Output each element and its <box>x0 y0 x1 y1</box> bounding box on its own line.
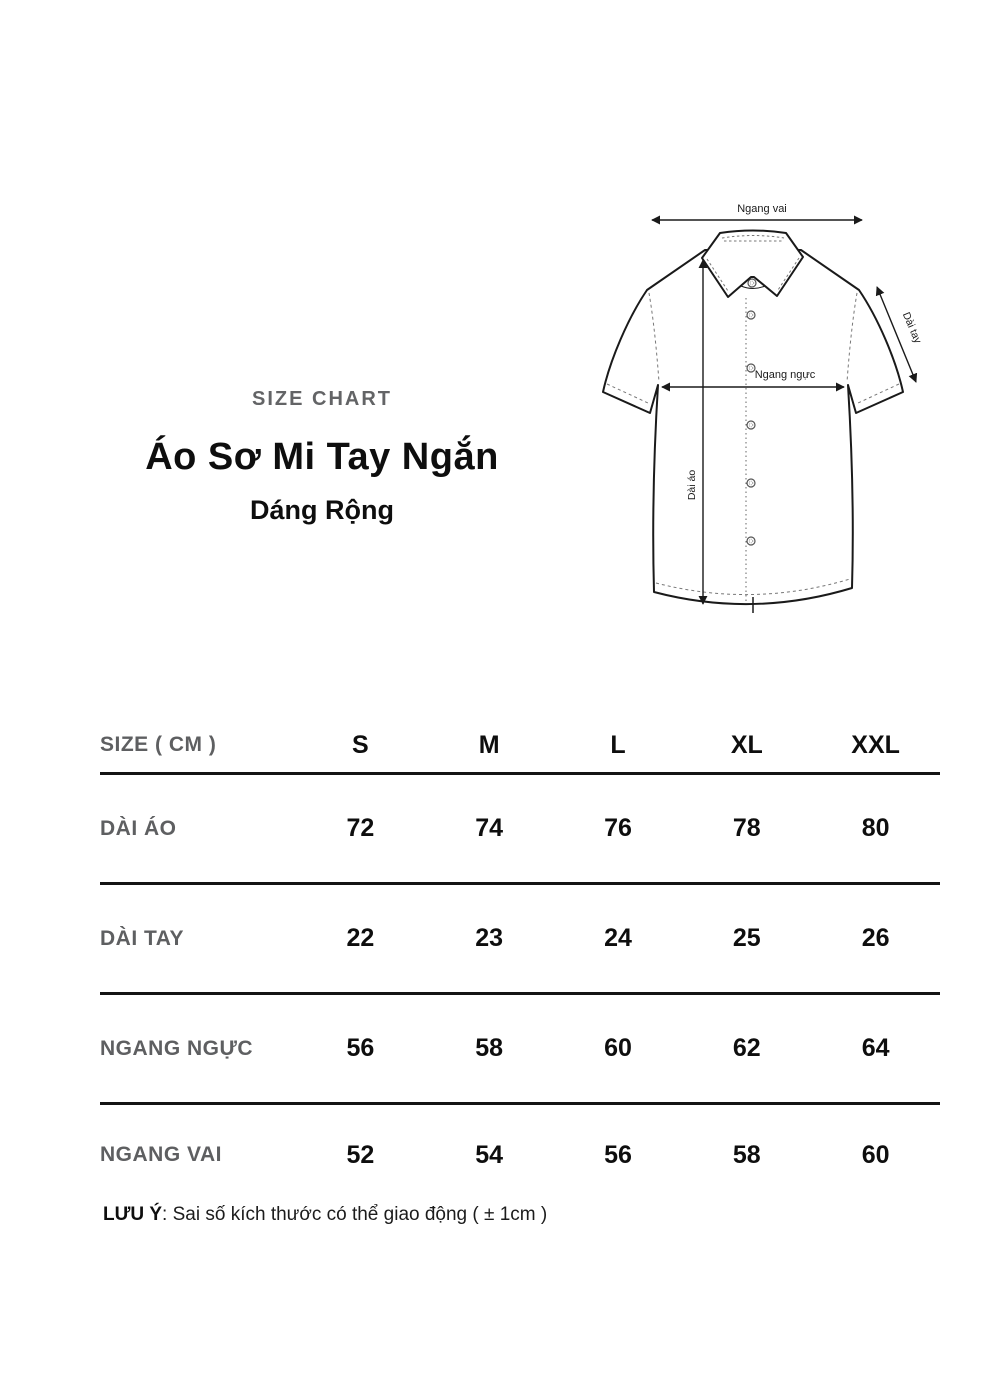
row-label: NGANG VAI <box>100 1143 222 1166</box>
shoulder-width-label: Ngang vai <box>737 203 787 215</box>
sleeve-length-label: Dài tay <box>899 310 924 346</box>
note-label: LƯU Ý <box>103 1204 163 1225</box>
cell-value: 60 <box>604 1034 632 1062</box>
table-header-xxl: XXL <box>851 730 900 759</box>
table-row-ngang-nguc <box>100 995 940 1105</box>
table-row-dai-tay <box>100 885 940 995</box>
body-length-label: Dài áo <box>686 469 698 501</box>
cell-value: 74 <box>475 814 504 842</box>
row-label: DÀI ÁO <box>100 816 177 840</box>
cell-value: 80 <box>861 814 890 842</box>
cell-value: 72 <box>346 814 375 842</box>
table-row-dai-ao <box>100 775 940 885</box>
table-header-s: S <box>352 730 369 759</box>
cell-value: 24 <box>604 924 632 952</box>
size-table <box>100 718 940 1205</box>
cell-value: 62 <box>732 1034 761 1062</box>
table-header-m: M <box>478 730 500 759</box>
cell-value: 23 <box>475 924 504 952</box>
table-row-ngang-vai <box>100 1105 940 1205</box>
cell-value: 58 <box>732 1140 761 1169</box>
table-header-xl: XL <box>730 730 763 759</box>
cell-value: 26 <box>861 924 890 952</box>
chest-width-label: Ngang ngực <box>754 369 816 381</box>
title-block <box>122 388 522 526</box>
cell-value: 56 <box>346 1034 375 1062</box>
row-label: NGANG NGỰC <box>100 1036 254 1060</box>
cell-value: 58 <box>475 1034 504 1062</box>
cell-value: 54 <box>475 1140 504 1169</box>
table-header-size-cm: SIZE ( CM ) <box>100 733 217 756</box>
cell-value: 22 <box>346 924 375 952</box>
note-text: : Sai số kích thước có thể giao động ( ± 1cm ) <box>162 1204 548 1225</box>
cell-value: 60 <box>861 1140 890 1169</box>
cell-value: 76 <box>604 814 632 842</box>
cell-value: 78 <box>732 814 761 842</box>
table-header-row <box>100 718 940 775</box>
cell-value: 64 <box>861 1034 890 1062</box>
cell-value: 25 <box>732 924 761 952</box>
tolerance-note <box>103 1204 547 1226</box>
cell-value: 52 <box>346 1140 375 1169</box>
product-title: Áo Sơ Mi Tay Ngắn <box>145 436 499 478</box>
cell-value: 56 <box>604 1140 632 1169</box>
size-chart-kicker: SIZE CHART <box>252 388 392 410</box>
row-label: DÀI TAY <box>100 926 185 950</box>
shirt-diagram <box>595 195 935 650</box>
fit-subtitle: Dáng Rộng <box>250 495 394 525</box>
table-header-l: L <box>610 730 626 759</box>
